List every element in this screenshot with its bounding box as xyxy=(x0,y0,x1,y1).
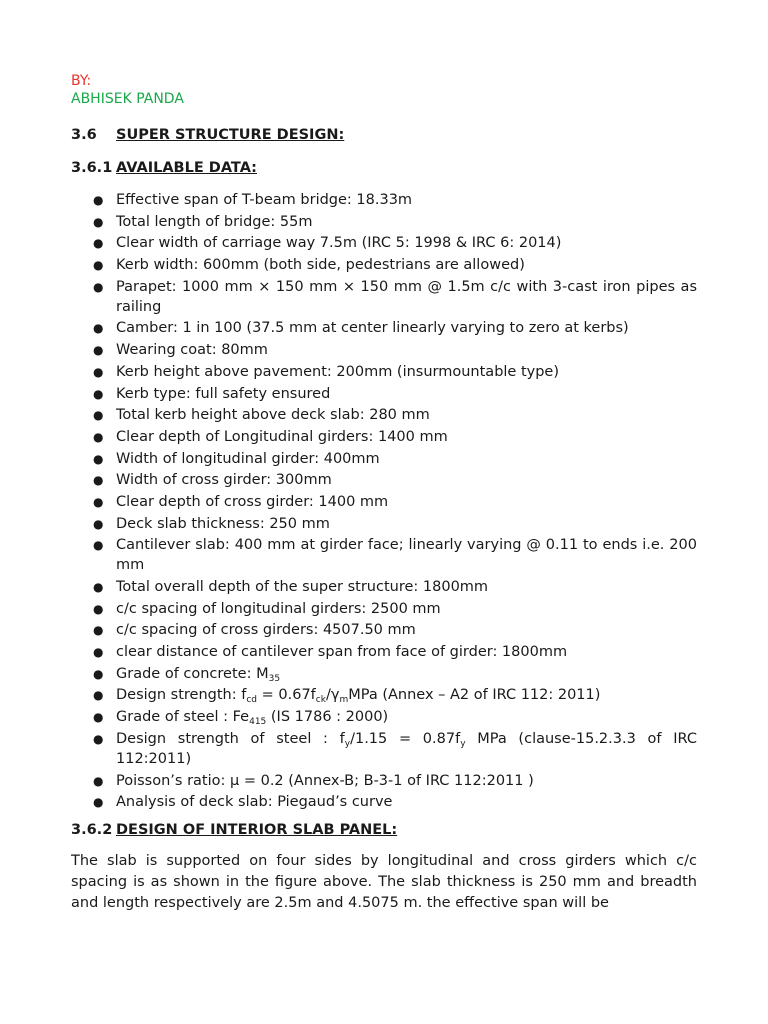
list-item-text: Cantilever slab: 400 mm at girder face; linearly varying @ 0.11 to ends i.e. 200 mm xyxy=(116,537,697,574)
list-item xyxy=(71,470,697,490)
subsection-number: 3.6.2 xyxy=(71,822,113,839)
bullet-icon: ● xyxy=(93,516,104,531)
bullet-icon: ● xyxy=(93,795,104,810)
bullet-icon: ● xyxy=(93,623,104,638)
list-item-text: c/c spacing of longitudinal girders: 2500 mm xyxy=(116,600,441,617)
list-item-text: Clear depth of Longitudinal girders: 1400 mm xyxy=(116,428,448,445)
bullet-icon: ● xyxy=(93,451,104,466)
bullet-icon: ● xyxy=(93,408,104,423)
list-item-design-strength: ● Design strength: $f_{cd} = 0.67f_{ck}/\gamma_mMPa$ (Annex – A2 of IRC 112: 2011) xyxy=(93,687,601,706)
list-item-text: Clear width of carriage way 7.5m (IRC 5: 1998 & IRC 6: 2014) xyxy=(116,235,562,252)
section-heading xyxy=(71,125,697,145)
bullet-icon: ● xyxy=(93,494,104,509)
list-item xyxy=(71,449,697,469)
bullet-icon: ● xyxy=(93,731,104,746)
subsection-title: DESIGN OF INTERIOR SLAB PANEL: xyxy=(116,822,398,839)
list-item-concrete-grade: ● Grade of concrete: $M_{35}$ xyxy=(93,665,281,684)
list-item xyxy=(71,642,697,662)
list-item-text: Effective span of T-beam bridge: 18.33m xyxy=(116,192,413,208)
subsection-title: AVAILABLE DATA: xyxy=(116,160,257,176)
bullet-icon: ● xyxy=(93,364,104,379)
bullet-icon: ● xyxy=(93,645,104,660)
bullet-icon: ● xyxy=(93,538,104,553)
list-item-steel-strength: ● Design strength of steel : $f_y/1.15 = 0.87f_y$ MPa (clause-15.2.3.3 of IRC 112:2011) xyxy=(93,730,697,767)
section-title: SUPER STRUCTURE DESIGN: xyxy=(116,127,345,143)
bullet-icon: ● xyxy=(93,321,104,336)
list-item-text: Parapet: 1000 mm × 150 mm × 150 mm @ 1.5m c/c with 3-cast iron pipes as railing xyxy=(116,278,697,315)
list-item xyxy=(71,362,697,382)
list-item xyxy=(71,255,697,275)
list-item xyxy=(71,599,697,619)
subsection-heading-interior-slab xyxy=(71,820,697,840)
document-page xyxy=(71,72,697,929)
bullet-icon: ● xyxy=(93,666,104,681)
list-item-text: c/c spacing of cross girders: 4507.50 mm xyxy=(116,622,416,639)
list-item-text: Kerb height above pavement: 200mm (insurmountable type) xyxy=(116,363,560,380)
bullet-icon: ● xyxy=(93,601,104,616)
list-item xyxy=(71,427,697,447)
bullet-icon: ● xyxy=(93,258,104,273)
list-item xyxy=(71,212,697,232)
list-item-text: Kerb width: 600mm (both side, pedestrians are allowed) xyxy=(116,257,525,274)
list-item xyxy=(71,405,697,425)
bullet-icon: ● xyxy=(93,473,104,488)
list-item xyxy=(71,577,697,597)
list-item-text: Poisson’s ratio: μ = 0.2 (Annex-B; B-3-1 of IRC 112:2011 ) xyxy=(116,772,534,789)
list-item-text: Clear depth of cross girder: 1400 mm xyxy=(116,493,389,510)
list-item xyxy=(71,771,697,791)
bullet-icon: ● xyxy=(93,580,104,594)
available-data-list xyxy=(71,190,697,812)
list-item xyxy=(71,318,697,338)
list-item-text: Width of cross girder: 300mm xyxy=(116,472,332,489)
list-item-text: Total kerb height above deck slab: 280 mm xyxy=(116,407,430,424)
bullet-icon: ● xyxy=(93,688,104,703)
bullet-icon: ● xyxy=(93,193,104,207)
list-item xyxy=(71,535,697,575)
list-item xyxy=(71,340,697,360)
list-item-text: Total length of bridge: 55m xyxy=(116,213,313,230)
list-item-text: Camber: 1 in 100 (37.5 mm at center linearly varying to zero at kerbs) xyxy=(116,320,629,337)
bullet-icon: ● xyxy=(93,773,104,788)
list-item-text: Width of longitudinal girder: 400mm xyxy=(116,450,380,467)
list-item xyxy=(71,233,697,253)
list-item xyxy=(71,620,697,640)
list-item xyxy=(71,492,697,512)
list-item-text: Total overall depth of the super structure: 1800mm xyxy=(116,579,489,595)
subsection-number: 3.6.1 xyxy=(71,160,113,176)
list-item xyxy=(71,384,697,404)
list-item xyxy=(71,190,697,210)
list-item-text: Kerb type: full safety ensured xyxy=(116,385,331,402)
list-item xyxy=(71,514,697,534)
list-item-text: Analysis of deck slab: Piegaud’s curve xyxy=(116,794,393,811)
bullet-icon: ● xyxy=(93,214,104,229)
subsection-heading-available-data xyxy=(71,158,697,178)
section-number: 3.6 xyxy=(71,127,97,143)
author-by-label: BY: xyxy=(71,73,92,89)
list-item xyxy=(71,792,697,812)
bullet-icon: ● xyxy=(93,710,104,725)
list-item xyxy=(71,277,697,317)
list-item-text: Wearing coat: 80mm xyxy=(116,342,268,359)
bullet-icon: ● xyxy=(93,343,104,358)
list-item-steel-grade: ● Grade of steel : $Fe_{415}$ (IS 1786 : 2000) xyxy=(93,709,389,728)
list-item-text: clear distance of cantilever span from face of girder: 1800mm xyxy=(116,644,568,661)
body-paragraph: The slab is supported on four sides by longitudinal and cross girders which c/c spacing is as shown in the figure above. The slab thickness is 250 mm and breadth and length respectively are 2.5m and 4.5075 m. the effective span will be xyxy=(71,853,697,912)
list-item-text: Deck slab thickness: 250 mm xyxy=(116,515,330,532)
bullet-icon: ● xyxy=(93,386,104,401)
bullet-icon: ● xyxy=(93,236,104,251)
author-name: ABHISEK PANDA xyxy=(71,91,184,107)
bullet-icon: ● xyxy=(93,279,104,294)
bullet-icon: ● xyxy=(93,429,104,444)
